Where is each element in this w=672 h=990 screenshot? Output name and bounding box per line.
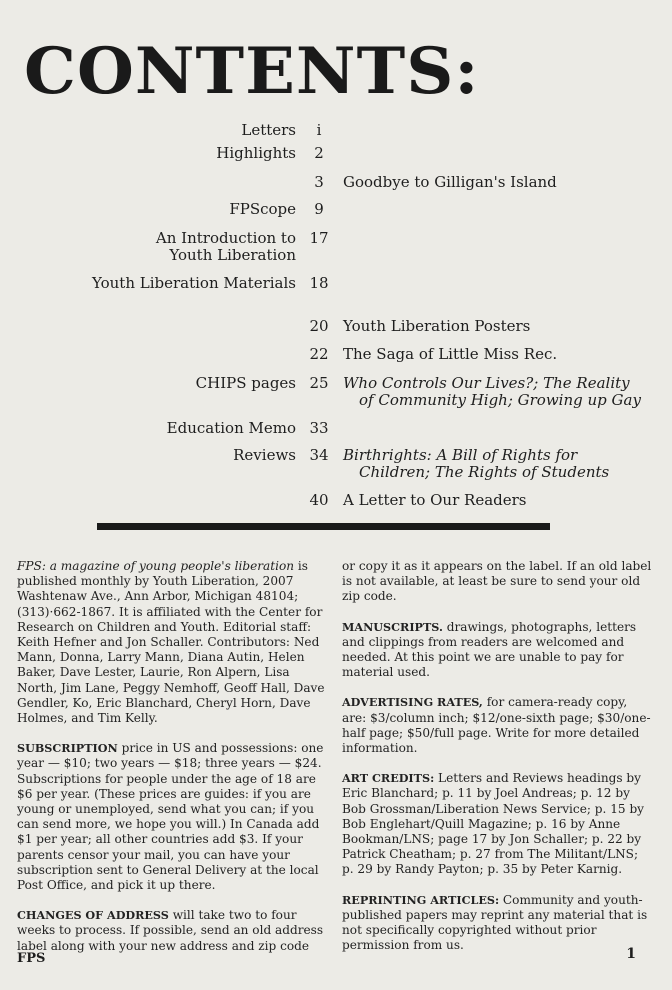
advertising-paragraph — [342, 695, 652, 756]
toc-page-number: 34 — [309, 446, 329, 464]
toc-left-label: Reviews — [233, 446, 296, 464]
masthead-paragraph — [17, 559, 327, 726]
toc-left-label: Youth Liberation Materials — [92, 274, 296, 292]
advertising-heading: ADVERTISING RATES, — [342, 695, 483, 710]
footer-magazine-label: FPS — [17, 951, 46, 966]
manuscripts-paragraph — [342, 620, 652, 681]
toc-page-number: 22 — [309, 345, 329, 363]
toc-page-number: i — [316, 121, 322, 139]
toc-page-number: 33 — [309, 419, 329, 437]
toc-page-number: 40 — [309, 491, 329, 509]
manuscripts-text: drawings, photographs, letters and clippings from readers are welcomed and needed. At this point we are unable to pay for material used. — [342, 619, 637, 680]
toc-page-number: 2 — [314, 144, 324, 162]
reprinting-heading: REPRINTING ARTICLES: — [342, 892, 500, 907]
toc-left-label: Highlights — [216, 144, 296, 162]
toc-right-label: Children; The Rights of Students — [359, 463, 610, 481]
toc-left-label: An Introduction to — [155, 229, 296, 247]
toc-right-label: The Saga of Little Miss Rec. — [343, 345, 558, 363]
toc-left-label: Education Memo — [166, 419, 296, 437]
toc-left-label: FPScope — [229, 200, 296, 218]
toc-right-label: Who Controls Our Lives?; The Reality — [343, 374, 630, 392]
subscription-heading: SUBSCRIPTION — [17, 741, 118, 756]
toc-right-label: Goodbye to Gilligan's Island — [343, 173, 557, 191]
advertising-text: for camera-ready copy, are: $3/column inch; $12/one-sixth page; $30/one-half page; $50/full page. Write for more detailed information. — [342, 695, 651, 756]
page-title: CONTENTS: — [24, 34, 480, 109]
toc-page-number: 9 — [314, 200, 324, 218]
masthead-column-right — [342, 559, 652, 968]
toc-left-label: CHIPS pages — [195, 374, 296, 392]
address-text: will take two to four weeks to process. If possible, send an old address label along with your new address and zip code — [17, 908, 324, 953]
subscription-text: price in US and possessions: one year — $10; two years — $18; three years — $24. Subscriptions for people under the age of 18 are $6 per year. (These prices are guides: if you are young or unemployed, send what you can; if you can send more, we hope you will.) In Canada add $1 per year; all other countries add $3. If your parents censor your mail, you can have your subscription sent to General Delivery at the local Post Office, and pick it up there. — [17, 741, 324, 893]
toc-right-label: of Community High; Growing up Gay — [359, 391, 641, 409]
reprinting-text: Community and youth-published papers may reprint any material that is not specifically copyrighted without prior permission from us. — [342, 892, 648, 953]
address-continued-paragraph: or copy it as it appears on the label. If an old label is not available, at least be sure to send your old zip code. — [342, 559, 652, 604]
art-credits-heading: ART CREDITS: — [342, 771, 435, 786]
toc-page-number: 3 — [314, 173, 324, 191]
toc-right-label: A Letter to Our Readers — [343, 491, 527, 509]
toc-page-number: 18 — [309, 274, 329, 292]
divider-rule — [97, 523, 550, 530]
subscription-paragraph — [17, 741, 327, 893]
art-credits-text: Letters and Reviews headings by Eric Blanchard; p. 11 by Joel Andreas; p. 12 by Bob Grossman/Liberation News Service; p. 15 by Bob Englehart/Quill Magazine; p. 16 by Anne Bookman/LNS; page 17 by Jon Schaller; p. 22 by Patrick Cheatham; p. 27 from The Militant/LNS; p. 29 by Randy Payton; p. 35 by Peter Karnig. — [342, 771, 645, 877]
toc-page-number: 17 — [309, 229, 329, 247]
reprinting-paragraph — [342, 893, 652, 954]
masthead-text: is published monthly by Youth Liberation, 2007 Washtenaw Ave., Ann Arbor, Michigan 48104; (313)·662-1867. It is affiliated with the Center for Research on Children and Youth. Editorial staff: Keith Hefner and Jon Schaller. Contributors: Ned Mann, Donna, Larry Mann, Diana Autin, Helen Baker, Dave Lester, Laurie, Ron Alpern, Lisa North, Jim Lane, Peggy Nemhoff, Geoff Hall, Dave Gendler, Ko, Eric Blanchard, Cheryl Horn, Dave Holmes, and Tim Kelly. — [17, 559, 325, 726]
art-credits-paragraph — [342, 771, 652, 877]
toc-left-label: Letters — [241, 121, 296, 139]
toc-left-label: Youth Liberation — [169, 246, 296, 264]
address-heading: CHANGES OF ADDRESS — [17, 908, 169, 923]
toc-page-number: 25 — [309, 374, 329, 392]
toc-right-label: Birthrights: A Bill of Rights for — [343, 446, 578, 464]
toc-page-number: 20 — [309, 317, 329, 335]
masthead-column-left — [17, 559, 327, 969]
toc-right-label: Youth Liberation Posters — [343, 317, 531, 335]
magazine-name: FPS: a magazine of young people's liberation — [17, 559, 295, 573]
address-paragraph — [17, 908, 327, 954]
page-number: 1 — [626, 946, 636, 962]
manuscripts-heading: MANUSCRIPTS. — [342, 619, 443, 634]
